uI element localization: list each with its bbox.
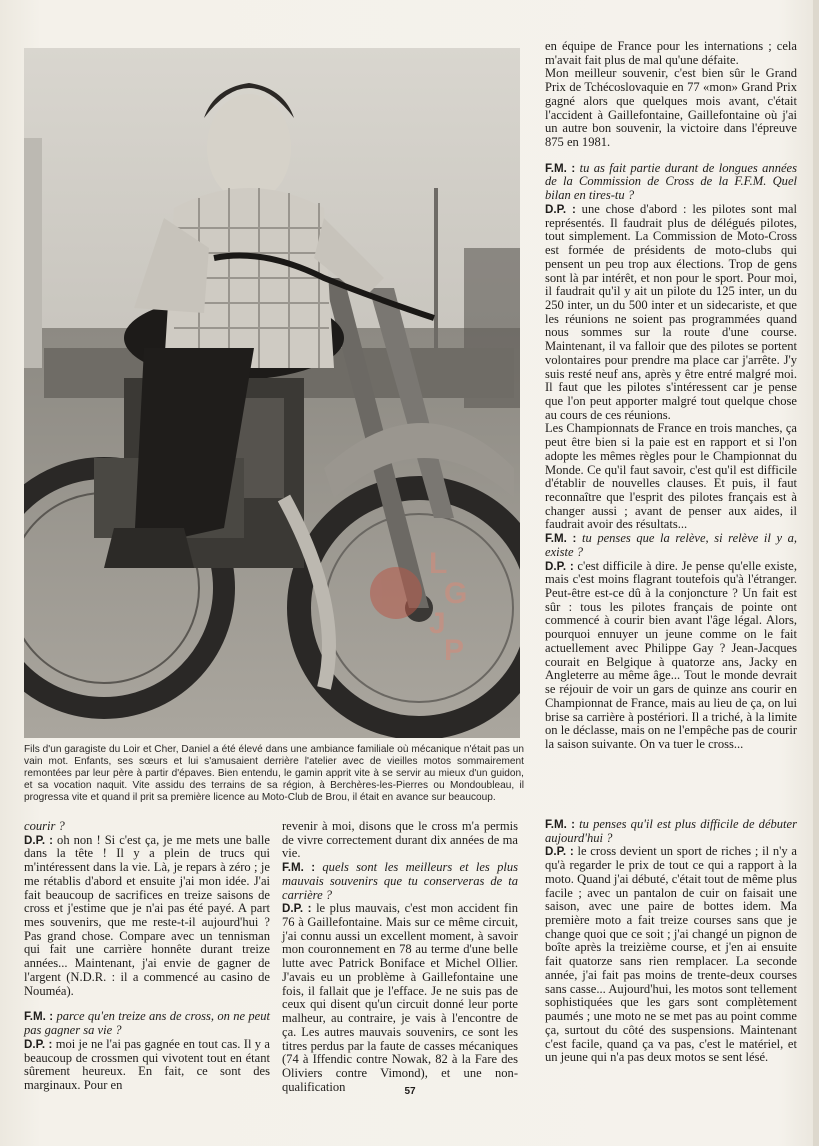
text-column-3 [545, 40, 797, 752]
svg-text:G: G [444, 577, 468, 610]
answer-text: Les Championnats de France en trois manches, ça peut être bien si la paie est en rapport et si l'on adopte les mêmes règles pour le Championnat du Monde. Ce qu'il faut savoir, c'est qu'il est difficile d'établir de nouvelles clauses. Et puis, il faut reconnaître que l'esprit des pilotes français est à changer aussi ; avant de penser aux aides, il faudrait avoir des résultats... [545, 421, 797, 532]
speaker-label: F.M. : [282, 861, 316, 875]
answer-text: une chose d'abord : les pilotes sont mal représentés. Il faudrait plus de délégués pilotes, tout simplement. La Commission de Moto-Cross est formée de présidents de moto-clubs qui pensent un peu trop aux élections. Trop de gens sont là par intérêt, et non pour le sport. Pour moi, il faudrait qu'il y ait un pilote du 125 inter, un du 250 inter, un du 500 inter et un sidecariste, et que les réunions ne soient pas programmées quand nous sommes sur la route d'une course. Maintenant, il va falloir que des pilotes se portent volontaires pour prendre ma place car j'arrête. J'y suis resté neuf ans, après y être entré malgré moi. Il faut que les pilotes s'intéressent car je pense que l'on peut apporter malgré tout quelque chose au cours de ces réunions. [545, 201, 797, 422]
article-paragraph [282, 820, 518, 861]
speaker-label: F.M. : [545, 161, 576, 175]
page-number: 57 [404, 1086, 416, 1097]
question-text: quels sont les meilleurs et les plus mauvais souvenirs que tu conserveras de ta carrière ? [282, 860, 518, 902]
question-text: courir ? [24, 819, 65, 833]
article-paragraph [24, 1010, 270, 1037]
article-paragraph [282, 902, 518, 1094]
answer-text: oh non ! Si c'est ça, je me mets une balle dans la tête ! Il y a plein de trucs qui m'intéressent dans la vie. Là, je repars à zéro ; je me rétablis d'abord et ensuite j'ai mon idée. J'ai fait beaucoup de sacrifices en treize saisons de cross et j'estime que je n'ai pas été payé. A part mes souvenirs, que me reste-t-il aujourd'hui ? Pas grand chose. Compare avec un tennisman qui fait une carrière honnête durant treize années... Maintenant, j'ai envie de gagner de l'argent (N.D.R. : il a commencé au casino de Nouméa). [24, 832, 270, 998]
article-paragraph [545, 203, 797, 423]
motorcycle-photo-illustration [24, 48, 520, 738]
question-text: parce qu'en treize ans de cross, on ne peut pas gagner sa vie ? [24, 1009, 270, 1038]
article-paragraph [24, 820, 270, 834]
article-paragraph [282, 861, 518, 902]
speaker-label: F.M. : [24, 1010, 54, 1024]
answer-text: Mon meilleur souvenir, c'est bien sûr le Grand Prix de Tchécoslovaquie en 77 «mon» Grand Prix gagné alors que quelques mois avant, c'était l'accident à Gaillefontaine, Gaillefontaine où j'ai un autre bon souvenir, la victoire dans l'épreuve 875 en 1981. [545, 66, 797, 150]
speaker-label: D.P. : [24, 1037, 53, 1051]
svg-text:J: J [429, 607, 446, 640]
answer-text: revenir à moi, disons que le cross m'a permis de vivre correctement durant dix années de ma vie. [282, 819, 518, 861]
text-column-2 [282, 820, 518, 1094]
answer-text: le cross devient un sport de riches ; il n'y a qu'à regarder le prix de tout ce qui a rapport à la moto. Quand j'ai débuté, c'était tout de même plus facile ; avec un pantalon de cuir on faisait une saison, avec une paire de bottes idem. Ma première moto a fait treize courses sans que je change quoi que ce soit ; j'ai changé un pignon de boîte après la treizième course, et j'en ai ensuite fait quatorze sans rien remplacer. La seconde année, j'ai fait pas moins de trente-deux courses sans casse... Aujourd'hui, les motos sont tellement sophistiquées que les gars sont complètement paumés ; une moto ne se met pas au point comme ça, surtout du côté des suspensions. Maintenant c'est facile, quand ça va pas, c'est le matériel, et un jeune qui n'a pas deux motos se sent lésé. [545, 844, 797, 1065]
article-paragraph [545, 560, 797, 752]
speaker-label: F.M. : [545, 532, 577, 546]
photo-boy-on-motorcycle [24, 48, 520, 738]
speaker-label: D.P. : [282, 902, 312, 916]
article-paragraph [545, 162, 797, 203]
answer-text: c'est difficile à dire. Je pense qu'elle existe, mais c'est moins flagrant toutefois qu'à l'étranger. Peut-être est-ce dû à la conjoncture ? Un fait est sûr : tous les pilotes français de pointe ont commencé à courir bien avant l'âge légal. Alors, pourquoi ennuyer un jeune comme on le fait actuellement avec Philippe Gay ? Jean-Jacques courait en Belgique à quatorze ans, Jacky en Angleterre au même âge... Tout le monde devrait se réjouir de voir un gars de quinze ans courir en Championnat de France, mais au lieu de ça, on lui brise sa carrière à postériori. Il a triché, à la limite on le déclasse, mais on ne l'empêche pas de courir la saison suivante. On va tuer le cross... [545, 558, 797, 751]
question-text: tu as fait partie durant de longues années de la Commission de Cross de la F.F.M. Quel bilan en tires-tu ? [545, 160, 797, 203]
article-paragraph [545, 532, 797, 559]
question-text: tu penses que la relève, si relève il y a, existe ? [545, 531, 798, 559]
article-paragraph [24, 1038, 270, 1093]
text-column-3-bottom [545, 818, 797, 1065]
speaker-label: D.P. : [545, 202, 576, 216]
text-column-1 [24, 820, 270, 1093]
answer-text: en équipe de France pour les internations ; cela m'avait fait plus de mal qu'une défaite. [545, 39, 797, 67]
speaker-label: D.P. : [545, 845, 574, 859]
speaker-label: D.P. : [545, 559, 574, 573]
article-paragraph [545, 422, 797, 532]
answer-text: moi je ne l'ai pas gagnée en tout cas. Il y a beaucoup de crossmen qui vivotent tout en étant sûrement heureux. En fait, ce sont des marginaux. Pour en [24, 1036, 270, 1092]
page-edge [813, 0, 819, 1146]
svg-text:L: L [429, 547, 448, 580]
question-text: tu penses qu'il est plus difficile de débuter aujourd'hui ? [545, 817, 797, 845]
speaker-label: F.M. : [545, 818, 575, 831]
photo-caption: Fils d'un garagiste du Loir et Cher, Daniel a été élevé dans une ambiance familiale où mécanique n'était pas un vain mot. Enfants, ses sœurs et lui s'amusaient derrière l'atelier avec de vieilles motos sommairement remontées par leur père à partir d'épaves. Bien entendu, le gamin apprit vite à se servir au mieux d'un guidon, et sa vocation naquit. Vite assidu des terrains de sa région, à Berchères-les-Pierres ou Mondoubleau, il progressa vite et quand il prit sa première licence au Moto-Club de Brou, il était en avance sur beaucoup. [24, 744, 524, 804]
article-paragraph [24, 834, 270, 999]
article-paragraph [545, 67, 797, 149]
answer-text: le plus mauvais, c'est mon accident fin 76 à Gaillefontaine. Mais sur ce même circuit, j'ai connu aussi un excellent moment, à savoir mon couronnement en 78 au terme d'une belle lutte avec Patrick Boniface et Michel Ollier. J'avais eu un problème à Gaillefontaine une fois, il fallait que je l'efface. Je ne suis pas de ceux qui disent qu'un circuit donné leur porte malheur, au contraire, je vais à l'encontre de ça. Les autres mauvais souvenirs, ce sont les titres perdus par la faute de casses mécaniques (74 à Iffendic contre Nowak, 82 à la Fare des Oliviers contre Vimond), et une non-qualification [282, 901, 518, 1094]
article-paragraph [545, 40, 797, 67]
svg-text:P: P [444, 634, 465, 667]
speaker-label: D.P. : [24, 833, 54, 847]
article-paragraph [545, 845, 797, 1065]
article-paragraph [545, 818, 797, 845]
